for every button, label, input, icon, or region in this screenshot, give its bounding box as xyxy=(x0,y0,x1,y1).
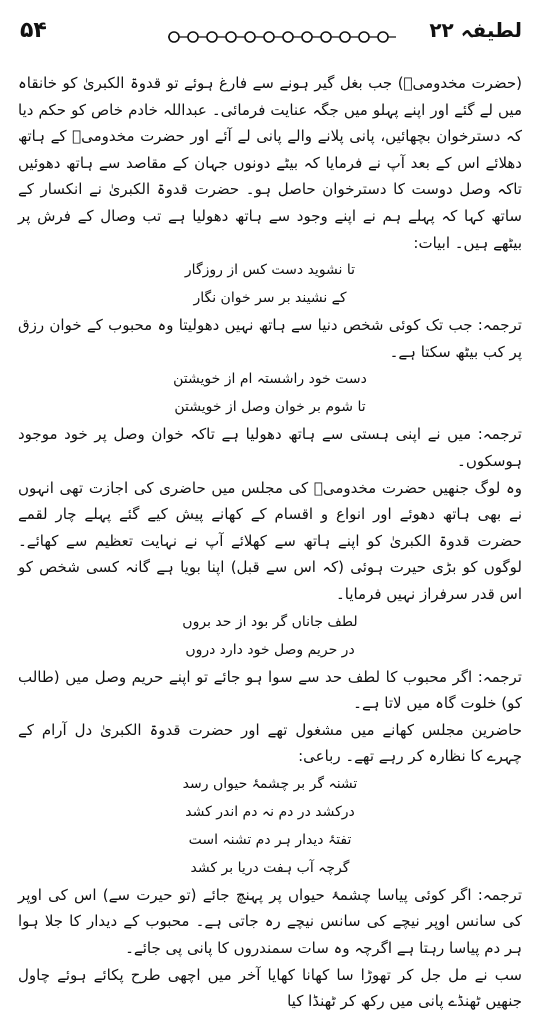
page-number: ۵۴ xyxy=(20,18,47,43)
body-text xyxy=(18,70,522,1015)
verse-block xyxy=(18,608,522,664)
verse-line: دست خود راشستہ ام از خویشتن xyxy=(173,371,367,388)
translation-paragraph: ترجمہ: اگر محبوب کا لطف حد سے سوا ہو جائے تو اپنے حریم وصل میں (طالب کو) خلوت گاہ میں لاتا ہے۔ xyxy=(18,667,522,713)
verse-line: لطف جاناں گر بود از حد بروں xyxy=(182,613,358,630)
verse-line: تشنہ گر بر چشمۂ حیواں رسد xyxy=(182,775,358,792)
paragraph: (حضرت مخدومیؒ) جب بغل گیر ہونے سے فارغ ہوئے تو قدوۃ الکبریٰ کو خانقاہ میں لے گئے اور اپنے پہلو میں جگہ عنایت فرمائی۔ عبداللہ خادم خاص کو حکم دیا کہ دسترخوان بچھائیں، پانی پلانے والے پانی لے آئے اور حضرت مخدومیؒ کے ہاتھ دھلائے اس کے بعد آپ نے فرمایا کہ بیٹے دونوں جہان کے مقاصد سے ہاتھ دھوئیں تاکہ وصل دوست کا دسترخوان حاصل ہو۔ حضرت قدوۃ الکبریٰ نے انکسار کے ساتھ کہا کہ پہلے ہم نے اپنے وجود سے ہاتھ دھولیا ہے تب وصال کے فرش پر بیٹھے ہیں۔ ابیات: xyxy=(18,74,522,252)
verse-block xyxy=(18,365,522,421)
translation-paragraph: ترجمہ: میں نے اپنی ہستی سے ہاتھ دھولیا ہے تاکہ خوان وصل پر خود موجود ہوسکوں۔ xyxy=(18,425,522,470)
translation-paragraph: ترجمہ: اگر کوئی پیاسا چشمۂ حیواں پر پہنچ جائے (تو حیرت سے) اس کی اوپر کی سانس اوپر نیچے کی سانس نیچے رہ جاتی ہے۔ محبوب کے دیدار کا جلا ہوا ہر دم پیاسا رہتا ہے اگرچہ وہ سات سمندروں کا پانی پی جائے۔ xyxy=(18,885,522,958)
paragraph: سب نے مل جل کر تھوڑا سا کھانا کھایا آخر میں اچھی طرح پکائے ہوئے چاول جنھیں ٹھنڈے پانی میں رکھ کر ٹھنڈا کیا xyxy=(18,965,522,1011)
verse-line: کے نشیند بر سر خوان نگار xyxy=(193,290,347,307)
paragraph: حاضرین مجلس کھانے میں مشغول تھے اور حضرت قدوۃ الکبریٰ دل آرام کے چہرے کا نظارہ کر رہے تھے۔ رباعی: xyxy=(18,720,522,766)
verse-line: تا شوم بر خوان وصل از خویشتن xyxy=(174,399,366,416)
verse-block xyxy=(18,256,522,312)
verse-line: تفتۂ دیدار ہر دم تشنہ است xyxy=(188,831,352,848)
page-header xyxy=(0,14,540,58)
verse-line: درکشد در دم نہ دم اندر کشد xyxy=(185,803,355,820)
verse-block xyxy=(18,770,522,882)
verse-line: در حریم وصل خود دارد دروں xyxy=(185,641,355,658)
verse-line: گرچہ آب ہفت دریا بر کشد xyxy=(190,859,350,876)
translation-paragraph: ترجمہ: جب تک کوئی شخص دنیا سے ہاتھ نہیں دھولیتا وہ محبوب کے خوان رزق پر کب بیٹھ سکتا ہے۔ xyxy=(18,316,522,361)
chapter-title: لطیفہ ۲۲ xyxy=(429,18,522,42)
verse-line: تا نشوید دست کس از روزگار xyxy=(184,262,356,279)
ornament-divider-icon xyxy=(166,28,398,46)
paragraph: وہ لوگ جنھیں حضرت مخدومیؒ کی مجلس میں حاضری کی اجازت تھی انہوں نے بھی ہاتھ دھوئے اور انواع و اقسام کے کھانے پیش کیے گئے پہلے چار لقمے حضرت قدوۃ الکبریٰ کو اپنے ہاتھ سے کھلائے آپ نے نہایت تعظیم سے کھائے۔ لوگوں کو بڑی حیرت ہوئی (کہ اس سے قبل) اپنا بویا ہے گانہ کسی شخص کو اس قدر سرفراز نہیں فرمایا۔ xyxy=(18,478,522,603)
